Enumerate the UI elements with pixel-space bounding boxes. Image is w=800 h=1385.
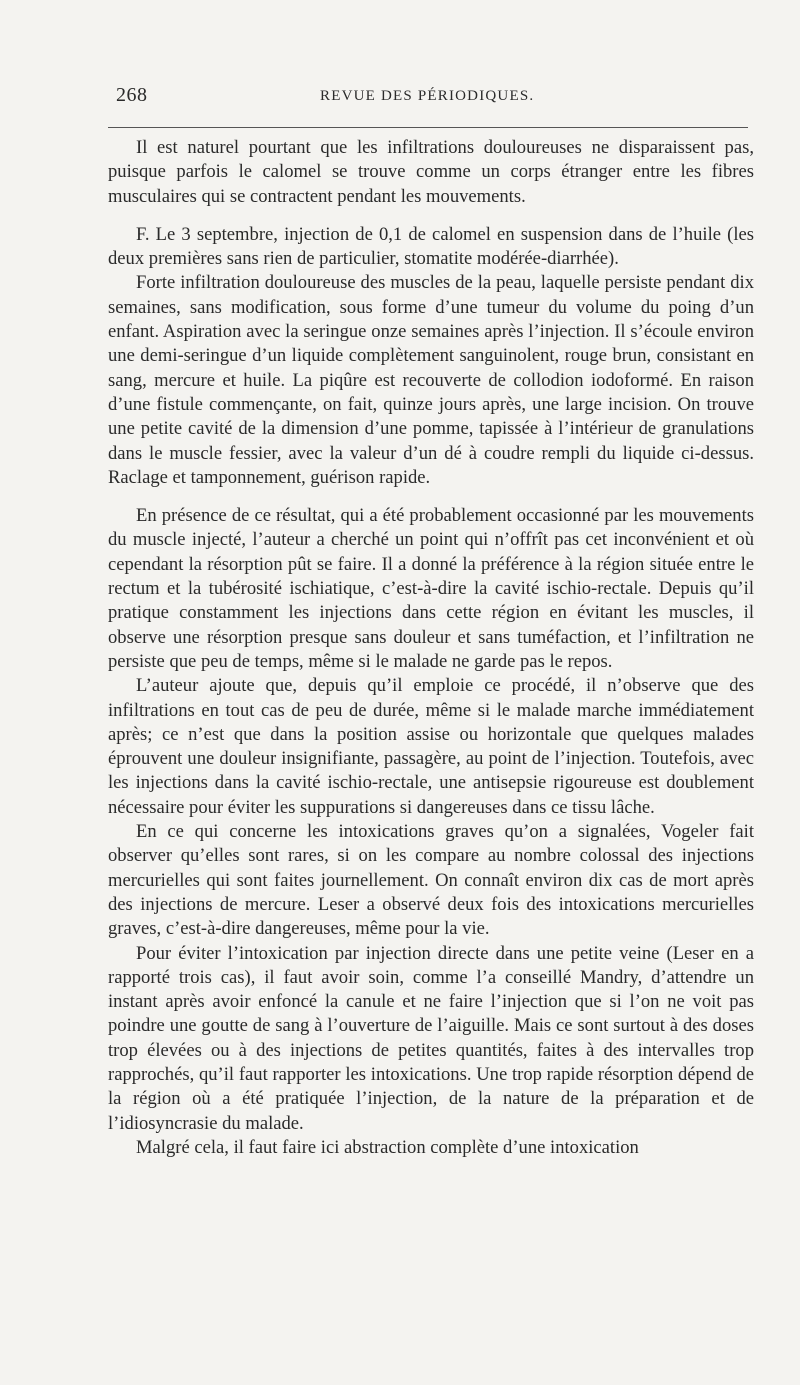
paragraph: F. Le 3 septembre, injection de 0,1 de calomel en suspension dans de l’huile (les deux premières sans rien de particulier, stomatite modérée-diarrhée). <box>108 223 754 270</box>
paragraph: Malgré cela, il faut faire ici abstraction complète d’une intoxication <box>136 1136 639 1158</box>
paragraph: L’auteur ajoute que, depuis qu’il emploie ce procédé, il n’observe que des infiltrations en tout cas de peu de durée, même si le malade marche immédiatement après; ce n’est que dans la position assise ou horizontale que quelques malades éprouvent une douleur insignifiante, passagère, au point de l’injection. Toutefois, avec les injections dans la cavité ischio-rectale, une antisepsie rigoureuse est doublement nécessaire pour éviter les suppurations si dangereuses dans ce tissu lâche. <box>108 675 754 818</box>
paragraph: En ce qui concerne les intoxications graves qu’on a signalées, Vogeler fait observer qu’elles sont rares, si on les compare au nombre colossal des injections mercurielles qui sont faites journellement. On connaît environ dix cas de mort après des injections de mercure. Leser a observé deux fois des intoxications mercurielles graves, c’est-à-dire dangereuses, même pour la vie. <box>108 821 754 940</box>
paragraph: En présence de ce résultat, qui a été probablement occasionné par les mouvements du muscle injecté, l’auteur a cherché un point qui n’offrît pas cet inconvénient et où cependant la résorption pût se faire. Il a donné la préférence à la région située entre le rectum et la tubérosité ischiatique, c’est-à-dire la cavité ischio-rectale. Depuis qu’il pratique constamment les injections dans cette région en évitant les muscles, il observe une résorption presque sans douleur et sans tuméfaction, et l’infiltration ne persiste que peu de temps, même si le malade ne garde pas le repos. <box>108 505 754 672</box>
body-text <box>108 136 754 1160</box>
paragraph: Il est naturel pourtant que les infiltrations douloureuses ne disparaissent pas, puisque parfois le calomel se trouve comme un corps étranger entre les fibres musculaires qui se contractent pendant les mouvements. <box>108 137 754 207</box>
page-number: 268 <box>116 84 148 106</box>
paragraph: Forte infiltration douloureuse des muscles de la peau, laquelle persiste pendant dix semaines, sans modification, sous forme d’une tumeur du volume du poing d’un enfant. Aspiration avec la seringue onze semaines après l’injection. Il s’écoule environ une demi-seringue d’un liquide complètement sanguinolent, rouge brun, consistant en sang, mercure et huile. La piqûre est recouverte de collodion iodoformé. En raison d’une fistule commençante, on fait, quinze jours après, une large incision. On trouve une petite cavité de la dimension d’une pomme, tapissée à l’intérieur de granulations dans le muscle fessier, avec la valeur d’un dé à coudre rempli du liquide ci-dessus. Raclage et tamponnement, guérison rapide. <box>108 272 754 488</box>
header-rule <box>108 127 748 128</box>
running-title: REVUE DES PÉRIODIQUES. <box>320 88 535 104</box>
page-header <box>110 84 750 110</box>
paragraph: Pour éviter l’intoxication par injection directe dans une petite veine (Leser en a rapporté trois cas), il faut avoir soin, comme l’a conseillé Mandry, d’attendre un instant après avoir enfoncé la canule et ne faire l’injection que si l’on ne voit pas poindre une goutte de sang à l’ouverture de l’aiguille. Mais ce sont surtout à des doses trop élevées ou à des injections de petites quantités, faites à des intervalles trop rapprochés, qu’il faut rapporter les intoxications. Une trop rapide résorption dépend de la région où a été pratiquée l’injection, de la nature de la préparation et de l’idiosyncrasie du malade. <box>108 942 754 1134</box>
